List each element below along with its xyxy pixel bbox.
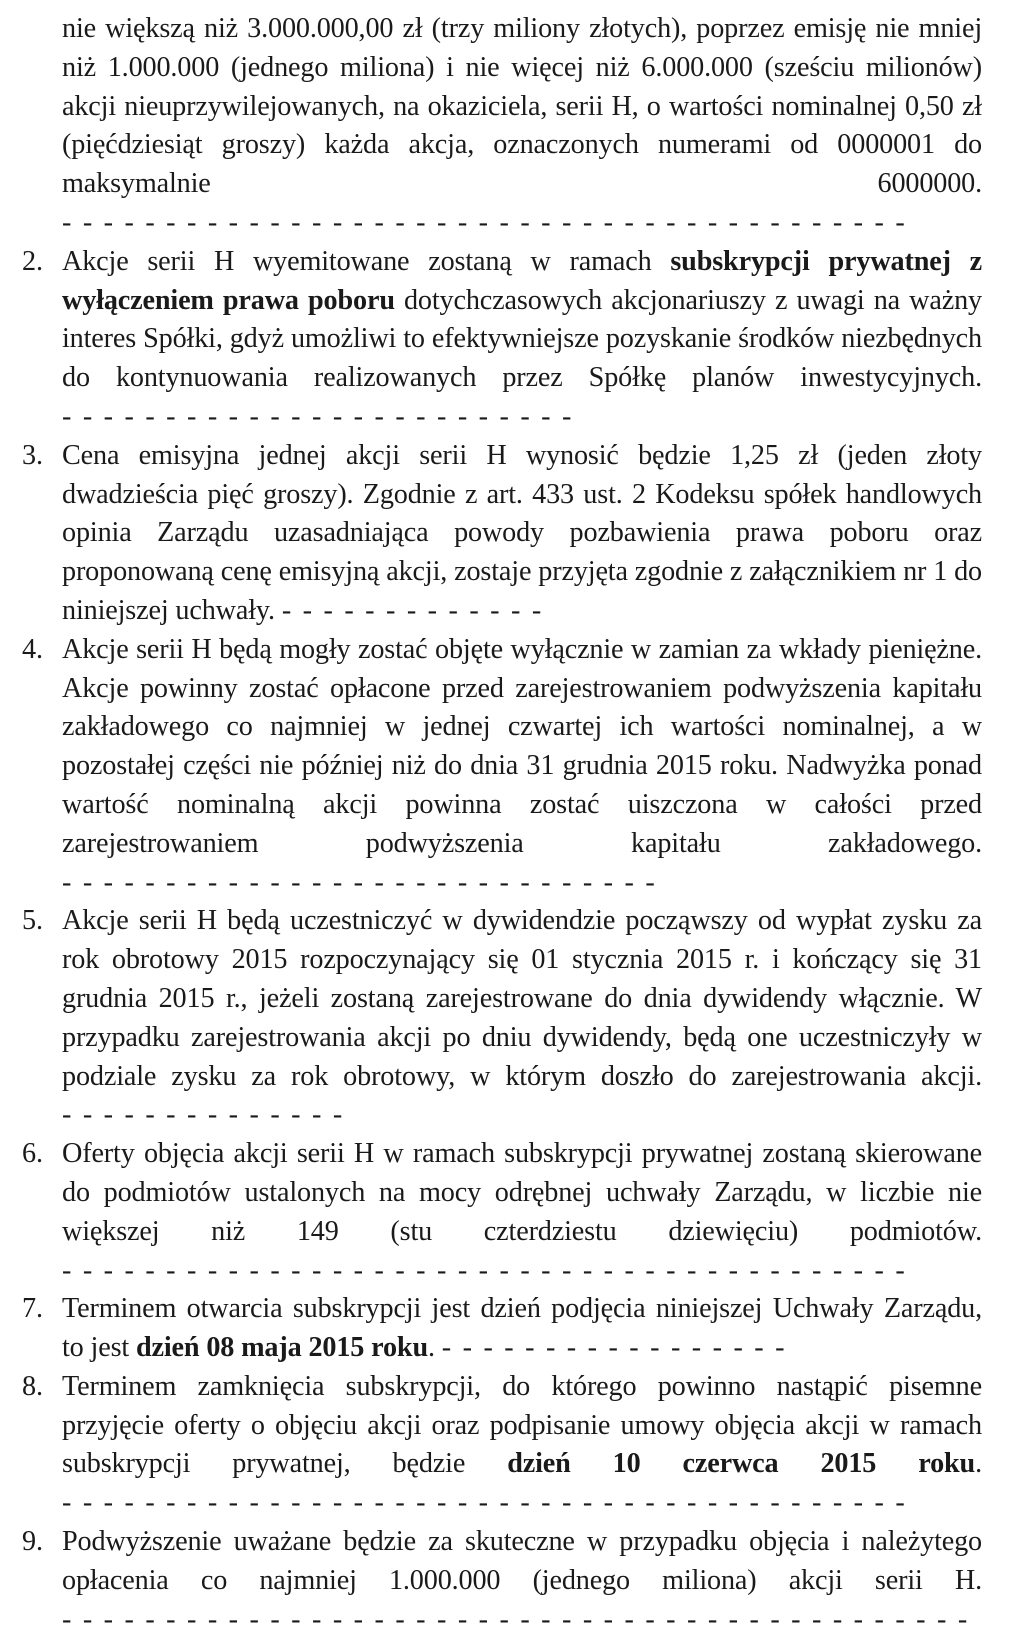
item-text-part: Akcje serii H będą uczestniczyć w dywidendzie począwszy od wypłat zysku za rok obrotowy 2015 rozpoczynający się 01 stycznia 2015 r. i kończący się 31 grudnia 2015 r., jeżeli zostaną zarejestrowane do dnia dywidendy włącznie. W przypadku zarejestrowania akcji po dniu dywidendy, będą one uczestniczyły w podziale zysku za rok obrotowy, w którym doszło do zarejestrowania akcji. (62, 905, 982, 1092)
list-item (22, 1135, 982, 1290)
item-text (62, 1290, 982, 1368)
item-text-part: Akcje serii H będą mogły zostać objęte wyłącznie w zamian za wkłady pieniężne. Akcje powinny zostać opłacone przed zarejestrowaniem podwyższenia kapitału zakładowego co najmniej w jednej czwartej ich wartości nominalnej, a w pozostałej części nie później niż do dnia 31 grudnia 2015 roku. Nadwyżka ponad wartość nominalną akcji powinna zostać uiszczona w całości przed zarejestrowaniem podwyższenia kapitału zakładowego. (62, 633, 982, 859)
item-text-part: Terminem otwarcia subskrypcji jest dzień podjęcia niniejszej Uchwały Zarządu, to jest (62, 1293, 982, 1364)
list-item (22, 1523, 982, 1639)
dash-filler: - - - - - - - - - - - - - - - - - (441, 1332, 787, 1364)
item-number: 7. (22, 1293, 43, 1325)
item-number: 4. (22, 633, 43, 665)
item-text (62, 902, 982, 1135)
item-text-part: . (975, 1448, 982, 1480)
item-number: 6. (22, 1138, 43, 1170)
item-text (62, 631, 982, 903)
item-number: 5. (22, 905, 43, 937)
list-item (22, 10, 982, 243)
dash-filler: - - - - - - - - - - - - - - - - - - - - - - - - - - - - - - - - - - - - - - - - - (62, 1487, 907, 1519)
dash-filler: - - - - - - - - - - - - - - (62, 1099, 345, 1131)
resolution-text (22, 10, 982, 1639)
dash-filler: - - - - - - - - - - - - - - - - - - - - - - - - - - - - - - - - - - - - - - - - - (62, 1254, 907, 1286)
item-text (62, 1135, 982, 1290)
item-text-bold: subskrypcji prywatnej z wyłączeniem prawa poboru (62, 245, 983, 316)
item-text-part: Akcje serii H wyemitowane zostaną w ramach (62, 245, 671, 277)
dash-filler: - - - - - - - - - - - - - - - - - - - - - - - - - - - - - - - - - - - - - - - - - (62, 206, 907, 238)
dash-filler: - - - - - - - - - - - - - (281, 594, 544, 626)
item-number: 9. (22, 1526, 43, 1558)
dash-filler: - - - - - - - - - - - - - - - - - - - - - - - - - (62, 400, 574, 432)
list-item (22, 243, 982, 437)
list-item (22, 1290, 982, 1368)
item-number: 8. (22, 1370, 43, 1402)
item-text-part: Oferty objęcia akcji serii H w ramach subskrypcji prywatnej zostaną skierowane do podmiotów ustalonych na mocy odrębnej uchwały Zarządu, w liczbie nie większej niż 149 (stu czterdziestu dziewięciu) podmiotów. (62, 1138, 982, 1247)
dash-filler: - - - - - - - - - - - - - - - - - - - - - - - - - - - - - (62, 866, 657, 898)
item-number: 3. (22, 439, 43, 471)
dash-filler: - - - - - - - - - - - - - - - - - - - - - - - - - - - - - - - - - - - - - - - - - - - - (62, 1603, 970, 1635)
item-text-part: dotychczasowych akcjonariuszy z uwagi na ważny interes Spółki, gdyż umożliwi to efektywniejsze pozyskanie środków niezbędnych do kontynuowania realizowanych przez Spółkę planów inwestycyjnych. (62, 284, 982, 394)
item-text-bold: dzień 08 maja 2015 roku (135, 1332, 428, 1364)
item-text (62, 437, 982, 631)
item-text (62, 1368, 982, 1523)
item-text (62, 1523, 982, 1639)
list-item (22, 1368, 982, 1523)
item-text-part: nie większą niż 3.000.000,00 zł (trzy miliony złotych), poprzez emisję nie mniej niż 1.000.000 (jednego miliona) i nie więcej niż 6.000.000 (sześciu milionów) akcji nieuprzywilejowanych, na okaziciela, serii H, o wartości nominalnej 0,50 zł (pięćdziesiąt groszy) każda akcja, oznaczonych numerami od 0000001 do maksymalnie 6000000. (62, 13, 982, 200)
item-text-part: Podwyższenie uważane będzie za skuteczne w przypadku objęcia i należytego opłacenia co najmniej 1.000.000 (jednego miliona) akcji serii H. (62, 1526, 982, 1596)
item-text-part: Terminem zamknięcia subskrypcji, do którego powinno nastąpić pisemne przyjęcie oferty o objęciu akcji oraz podpisanie umowy objęcia akcji w ramach subskrypcji prywatnej, będzie (62, 1370, 982, 1480)
list-item (22, 902, 982, 1135)
item-text (62, 243, 982, 437)
item-text-part: Cena emisyjna jednej akcji serii H wynosić będzie 1,25 zł (jeden złoty dwadzieścia pięć groszy). Zgodnie z art. 433 ust. 2 Kodeksu spółek handlowych opinia Zarządu uzasadniająca powody pozbawienia prawa poboru oraz proponowaną cenę emisyjną akcji, zostaje przyjęta zgodnie z załącznikiem nr 1 do niniejszej uchwały. (62, 439, 982, 626)
item-text (62, 10, 982, 243)
item-number: 2. (22, 245, 43, 277)
list-item (22, 437, 982, 631)
item-text-part: . (427, 1332, 435, 1364)
list-item (22, 631, 982, 903)
item-text-bold: dzień 10 czerwca 2015 roku (507, 1448, 976, 1480)
